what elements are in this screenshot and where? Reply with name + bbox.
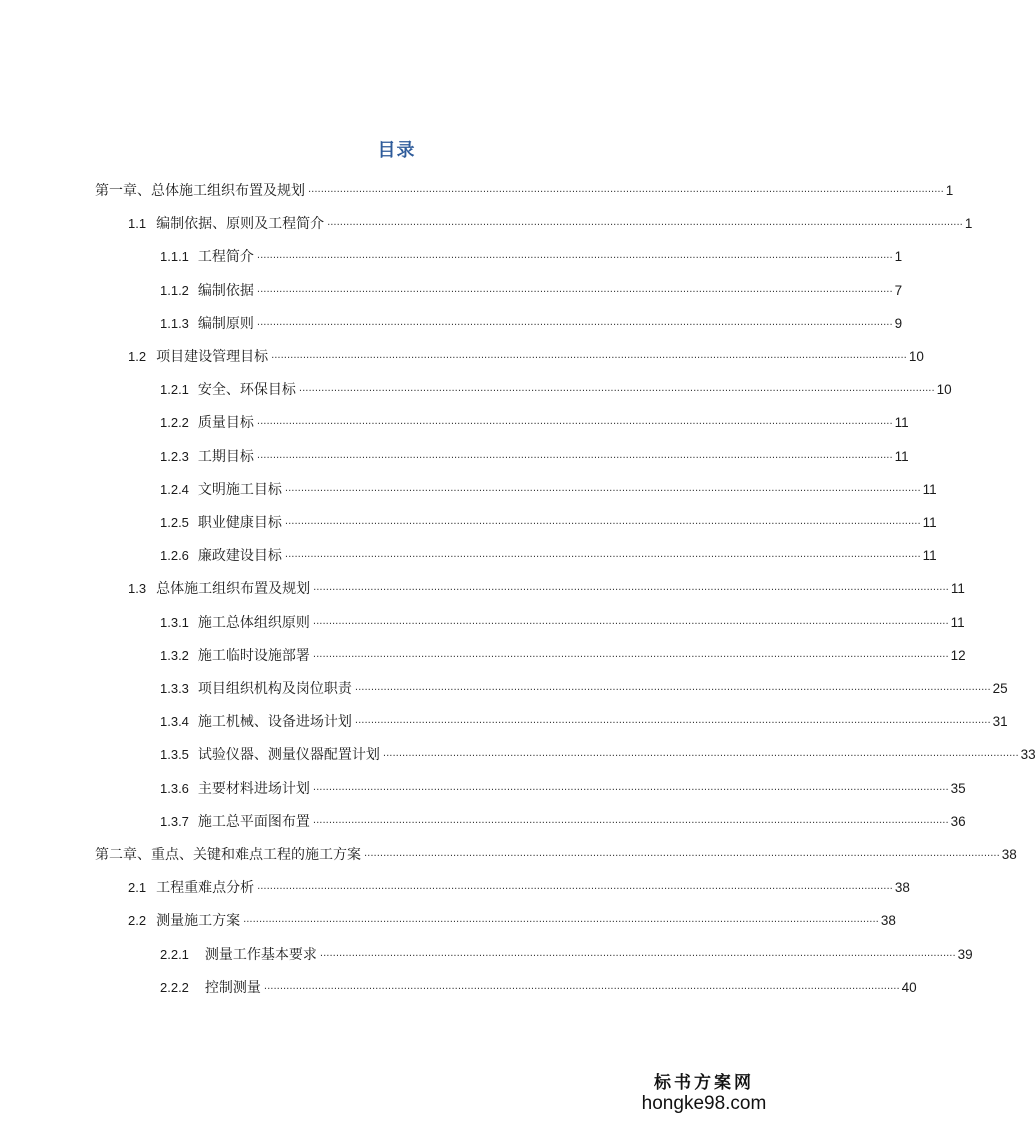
- page-title: 目录: [377, 140, 416, 161]
- toc-dot-leader: ........................................................................................................................................................................................................: [354, 715, 991, 727]
- toc-dot-leader: ........................................................................................................................................................................................................: [312, 615, 949, 627]
- toc-entry-page: 38: [1001, 847, 1017, 862]
- toc-entry-number: 1.1.3: [160, 315, 189, 331]
- toc-entry-number: 1.3.4: [160, 714, 189, 730]
- toc-entry-number: 1.2: [128, 349, 147, 364]
- toc-entry-page: 12: [950, 647, 966, 663]
- toc-dot-leader: ........................................................................................................................................................................................................: [308, 184, 944, 195]
- toc-entry-number: 1.3: [128, 581, 147, 597]
- toc-dot-leader: ........................................................................................................................................................................................................: [312, 781, 949, 793]
- toc-entry[interactable]: [160, 610, 965, 632]
- toc-entry-label: 测量工作基本要求: [204, 946, 317, 963]
- toc-entry-number: 2.2.2: [160, 979, 189, 995]
- toc-dot-leader: ........................................................................................................................................................................................................: [263, 980, 900, 992]
- toc-entry-number: 2.2.1: [160, 946, 189, 962]
- toc-entry-page: 38: [880, 913, 896, 929]
- watermark-name: 标书方案网: [654, 1073, 754, 1093]
- toc-entry[interactable]: [160, 311, 903, 333]
- toc-entry-label: 工期目标: [197, 448, 254, 465]
- toc-entry-label: 项目建设管理目标: [156, 349, 269, 365]
- toc-entry-page: 1: [945, 183, 954, 198]
- toc-entry[interactable]: [160, 643, 966, 665]
- toc-entry-number: 1.1: [128, 216, 147, 232]
- toc-entry-page: 1: [894, 249, 903, 265]
- toc-entry-number: 1.2.6: [160, 548, 189, 564]
- toc-entry-page: 11: [950, 581, 965, 597]
- toc-dot-leader: ........................................................................................................................................................................................................: [319, 947, 956, 959]
- toc-entry-label: 主要材料进场计划: [197, 780, 310, 797]
- toc-dot-leader: ........................................................................................................................................................................................................: [256, 316, 893, 328]
- toc-entry-page: 7: [894, 282, 903, 298]
- toc-dot-leader: ........................................................................................................................................................................................................: [256, 250, 893, 262]
- toc-entry-page: 36: [950, 813, 966, 829]
- toc-entry-number: 1.3.1: [160, 614, 189, 630]
- toc-dot-leader: ........................................................................................................................................................................................................: [298, 383, 935, 395]
- toc-entry[interactable]: [95, 842, 1017, 864]
- toc-entry[interactable]: [160, 477, 937, 499]
- toc-entry[interactable]: [160, 510, 937, 532]
- toc-entry-page: 11: [950, 614, 965, 630]
- toc-entry-label: 编制原则: [197, 315, 254, 332]
- toc-entry-label: 文明施工目标: [197, 481, 282, 498]
- toc-entry-page: 11: [922, 548, 937, 564]
- toc-dot-leader: ........................................................................................................................................................................................................: [327, 217, 963, 229]
- toc-entry-number: 1.2.4: [160, 481, 189, 497]
- toc-entry[interactable]: [128, 344, 924, 366]
- toc-entry-label: 工程重难点分析: [156, 880, 255, 897]
- toc-entry[interactable]: [160, 244, 903, 266]
- toc-dot-leader: ........................................................................................................................................................................................................: [312, 814, 949, 826]
- toc-entry-page: 11: [922, 481, 937, 497]
- toc-entry[interactable]: [160, 709, 1008, 731]
- toc-entry-label: 施工总体组织原则: [197, 614, 310, 631]
- toc-entry-number: 1.2.2: [160, 415, 189, 431]
- toc-entry[interactable]: [160, 809, 966, 831]
- toc-entry-page: 31: [992, 714, 1008, 730]
- toc-entry-page: 40: [901, 979, 917, 995]
- toc-entry[interactable]: [160, 377, 952, 399]
- toc-entry[interactable]: [160, 942, 973, 964]
- toc-entry-label: 职业健康目标: [197, 515, 282, 531]
- toc-entry-number: 1.2.5: [160, 515, 189, 530]
- toc-entry-label: 安全、环保目标: [197, 382, 296, 399]
- watermark: [629, 1068, 779, 1115]
- toc-entry-number: 1.1.2: [160, 282, 189, 298]
- toc-entry-label: 施工临时设施部署: [197, 647, 310, 664]
- toc-entry-label: 测量施工方案: [156, 913, 241, 930]
- toc-entry-number: 1.3.5: [160, 747, 189, 763]
- toc-entry-label: 试验仪器、测量仪器配置计划: [197, 747, 380, 764]
- toc-entry-page: 11: [894, 415, 909, 431]
- toc-entry-page: 33: [1020, 747, 1036, 763]
- watermark-url: hongke98.com: [641, 1093, 767, 1114]
- toc-entry-number: 1.1.1: [160, 249, 189, 265]
- toc-dot-leader: ........................................................................................................................................................................................................: [312, 648, 949, 660]
- toc-entry-number: 2.1: [128, 880, 147, 896]
- toc-entry[interactable]: [128, 875, 910, 897]
- toc-entry[interactable]: [160, 278, 903, 300]
- toc-entry[interactable]: [128, 908, 896, 930]
- toc-entry[interactable]: [160, 776, 966, 798]
- toc-entry-page: 11: [894, 448, 909, 464]
- toc-entry-number: 1.3.2: [160, 647, 189, 663]
- toc-dot-leader: ........................................................................................................................................................................................................: [382, 748, 1019, 760]
- toc-entry[interactable]: [128, 576, 965, 598]
- toc-dot-leader: ........................................................................................................................................................................................................: [271, 350, 907, 361]
- toc-dot-leader: ........................................................................................................................................................................................................: [243, 914, 879, 926]
- toc-entry-label: 控制测量: [204, 979, 261, 996]
- toc-entry[interactable]: [160, 742, 1036, 764]
- toc-entry-page: 11: [922, 515, 937, 530]
- toc-dot-leader: ........................................................................................................................................................................................................: [284, 549, 921, 561]
- toc-entry-label: 总体施工组织布置及规划: [156, 581, 311, 598]
- toc-dot-leader: ........................................................................................................................................................................................................: [257, 881, 893, 893]
- toc-entry-label: 第一章、总体施工组织布置及规划: [95, 183, 305, 199]
- toc-entry-number: 2.2: [128, 913, 147, 929]
- toc-dot-leader: ........................................................................................................................................................................................................: [354, 682, 991, 693]
- toc-entry-number: 1.3.6: [160, 780, 189, 796]
- toc-entry-page: 38: [894, 880, 910, 896]
- toc-dot-leader: ........................................................................................................................................................................................................: [256, 283, 893, 295]
- toc-dot-leader: ........................................................................................................................................................................................................: [313, 582, 949, 594]
- toc-entry-number: 1.2.3: [160, 448, 189, 464]
- toc-dot-leader: ........................................................................................................................................................................................................: [256, 416, 893, 428]
- toc-entry-label: 项目组织机构及岗位职责: [197, 681, 352, 697]
- toc-entry-number: 1.3.3: [160, 681, 189, 696]
- toc-entry[interactable]: [160, 975, 917, 997]
- toc-entry-label: 质量目标: [197, 415, 254, 432]
- toc-dot-leader: ........................................................................................................................................................................................................: [284, 516, 921, 527]
- toc-entry-page: 10: [908, 349, 924, 364]
- toc-entry[interactable]: [95, 178, 954, 200]
- toc-entry-page: 1: [964, 216, 973, 232]
- toc-entry[interactable]: [160, 444, 909, 466]
- toc-entry-page: 10: [936, 382, 952, 398]
- toc-entry-label: 编制依据、原则及工程简介: [156, 216, 325, 233]
- toc-entry[interactable]: [160, 543, 937, 565]
- toc-entry-label: 工程简介: [197, 249, 254, 266]
- toc-entry-label: 廉政建设目标: [197, 548, 282, 565]
- toc-entry-number: 1.3.7: [160, 813, 189, 829]
- toc-dot-leader: ........................................................................................................................................................................................................: [364, 848, 1000, 859]
- toc-dot-leader: ........................................................................................................................................................................................................: [256, 449, 893, 461]
- toc-entry-label: 编制依据: [197, 282, 254, 299]
- toc-entry-page: 39: [957, 946, 973, 962]
- toc-entry-page: 25: [992, 681, 1008, 696]
- toc-entry-number: 1.2.1: [160, 382, 189, 398]
- toc-entry[interactable]: [160, 676, 1008, 698]
- toc-dot-leader: ........................................................................................................................................................................................................: [284, 482, 921, 494]
- toc-entry-label: 第二章、重点、关键和难点工程的施工方案: [95, 847, 361, 863]
- toc-entry[interactable]: [128, 211, 973, 233]
- toc-entry[interactable]: [160, 410, 909, 432]
- toc-entry-label: 施工机械、设备进场计划: [197, 714, 352, 731]
- toc-entry-label: 施工总平面图布置: [197, 813, 310, 830]
- toc-entry-page: 9: [894, 315, 903, 331]
- toc-entry-page: 35: [950, 780, 966, 796]
